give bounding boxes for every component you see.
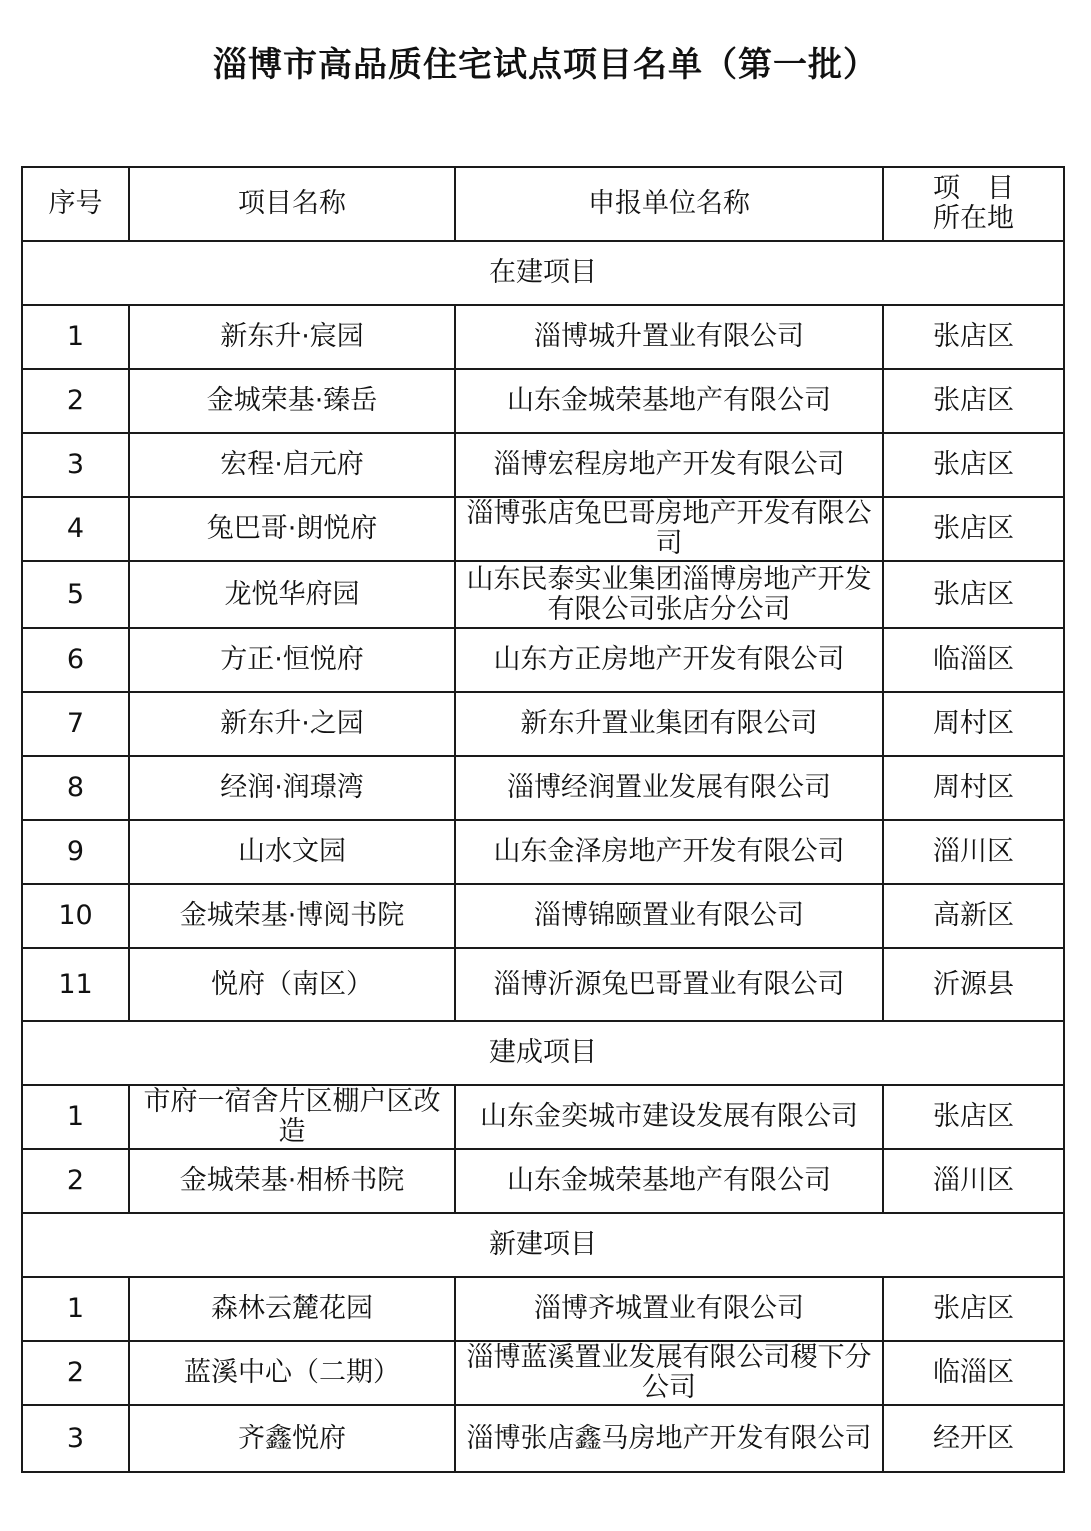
cell-project-name: 市府一宿舍片区棚户区改造 [129, 1085, 455, 1149]
cell-seq: 2 [22, 369, 129, 433]
cell-seq: 2 [22, 1149, 129, 1213]
cell-project-name: 金城荣基·相桥书院 [129, 1149, 455, 1213]
cell-location: 临淄区 [883, 1341, 1064, 1405]
header-location [883, 167, 1064, 241]
cell-project-name: 森林云麓花园 [129, 1277, 455, 1341]
cell-project-name: 新东升·之园 [129, 692, 455, 756]
cell-project-name: 悦府（南区） [129, 948, 455, 1021]
table-row [22, 305, 1064, 369]
table-row [22, 1277, 1064, 1341]
cell-project-name: 方正·恒悦府 [129, 628, 455, 692]
table-row [22, 628, 1064, 692]
cell-unit-name: 新东升置业集团有限公司 [455, 692, 883, 756]
cell-unit-name: 山东方正房地产开发有限公司 [455, 628, 883, 692]
cell-location: 经开区 [883, 1405, 1064, 1472]
cell-unit-name: 淄博宏程房地产开发有限公司 [455, 433, 883, 497]
cell-unit-name: 山东金泽房地产开发有限公司 [455, 820, 883, 884]
table-row [22, 1149, 1064, 1213]
table-row [22, 948, 1064, 1021]
document-title: 淄博市高品质住宅试点项目名单（第一批） [213, 45, 878, 85]
cell-location: 张店区 [883, 561, 1064, 628]
cell-unit-name: 山东金城荣基地产有限公司 [455, 369, 883, 433]
cell-seq: 8 [22, 756, 129, 820]
cell-seq: 1 [22, 1277, 129, 1341]
table-row [22, 1341, 1064, 1405]
cell-seq: 3 [22, 1405, 129, 1472]
table-row [22, 1085, 1064, 1149]
cell-unit-name: 淄博经润置业发展有限公司 [455, 756, 883, 820]
cell-location: 张店区 [883, 369, 1064, 433]
cell-project-name: 兔巴哥·朗悦府 [129, 497, 455, 561]
cell-location: 高新区 [883, 884, 1064, 948]
table-row [22, 756, 1064, 820]
table-row [22, 561, 1064, 628]
cell-location: 张店区 [883, 305, 1064, 369]
cell-project-name: 山水文园 [129, 820, 455, 884]
cell-seq: 2 [22, 1341, 129, 1405]
cell-project-name: 齐鑫悦府 [129, 1405, 455, 1472]
header-seq: 序号 [22, 167, 129, 241]
cell-project-name: 蓝溪中心（二期） [129, 1341, 455, 1405]
cell-location: 周村区 [883, 692, 1064, 756]
section-label: 在建项目 [22, 241, 1064, 305]
cell-unit-name: 淄博蓝溪置业发展有限公司稷下分公司 [455, 1341, 883, 1405]
cell-seq: 4 [22, 497, 129, 561]
cell-seq: 6 [22, 628, 129, 692]
section-row-completed [22, 1021, 1064, 1085]
cell-seq: 11 [22, 948, 129, 1021]
cell-unit-name: 淄博张店鑫马房地产开发有限公司 [455, 1405, 883, 1472]
header-location-line2: 所在地 [933, 203, 1014, 234]
section-label: 新建项目 [22, 1213, 1064, 1277]
cell-project-name: 宏程·启元府 [129, 433, 455, 497]
cell-location: 张店区 [883, 433, 1064, 497]
cell-unit-name: 淄博沂源兔巴哥置业有限公司 [455, 948, 883, 1021]
section-row-under-construction [22, 241, 1064, 305]
cell-unit-name: 淄博张店兔巴哥房地产开发有限公司 [455, 497, 883, 561]
section-row-new [22, 1213, 1064, 1277]
cell-project-name: 龙悦华府园 [129, 561, 455, 628]
cell-project-name: 经润·润璟湾 [129, 756, 455, 820]
cell-location: 张店区 [883, 1277, 1064, 1341]
table-row [22, 820, 1064, 884]
cell-location: 周村区 [883, 756, 1064, 820]
table-row [22, 692, 1064, 756]
cell-seq: 1 [22, 305, 129, 369]
cell-seq: 7 [22, 692, 129, 756]
header-location-line1: 项 目 [933, 173, 1014, 204]
cell-location: 淄川区 [883, 1149, 1064, 1213]
cell-unit-name: 山东金城荣基地产有限公司 [455, 1149, 883, 1213]
cell-seq: 1 [22, 1085, 129, 1149]
cell-seq: 9 [22, 820, 129, 884]
cell-project-name: 金城荣基·博阅书院 [129, 884, 455, 948]
table-row [22, 1405, 1064, 1472]
cell-project-name: 金城荣基·臻岳 [129, 369, 455, 433]
cell-seq: 5 [22, 561, 129, 628]
cell-unit-name: 淄博锦颐置业有限公司 [455, 884, 883, 948]
cell-location: 临淄区 [883, 628, 1064, 692]
cell-unit-name: 山东金奕城市建设发展有限公司 [455, 1085, 883, 1149]
header-unit-name: 申报单位名称 [455, 167, 883, 241]
section-label: 建成项目 [22, 1021, 1064, 1085]
cell-unit-name: 淄博齐城置业有限公司 [455, 1277, 883, 1341]
table-row [22, 497, 1064, 561]
table-row [22, 884, 1064, 948]
project-table [21, 166, 1065, 1473]
cell-seq: 10 [22, 884, 129, 948]
table-row [22, 433, 1064, 497]
cell-location: 张店区 [883, 497, 1064, 561]
cell-seq: 3 [22, 433, 129, 497]
cell-unit-name: 淄博城升置业有限公司 [455, 305, 883, 369]
cell-location: 沂源县 [883, 948, 1064, 1021]
cell-location: 张店区 [883, 1085, 1064, 1149]
header-project-name: 项目名称 [129, 167, 455, 241]
table-row [22, 369, 1064, 433]
cell-unit-name: 山东民泰实业集团淄博房地产开发有限公司张店分公司 [455, 561, 883, 628]
table-header-row [22, 167, 1064, 241]
cell-project-name: 新东升·宸园 [129, 305, 455, 369]
cell-location: 淄川区 [883, 820, 1064, 884]
